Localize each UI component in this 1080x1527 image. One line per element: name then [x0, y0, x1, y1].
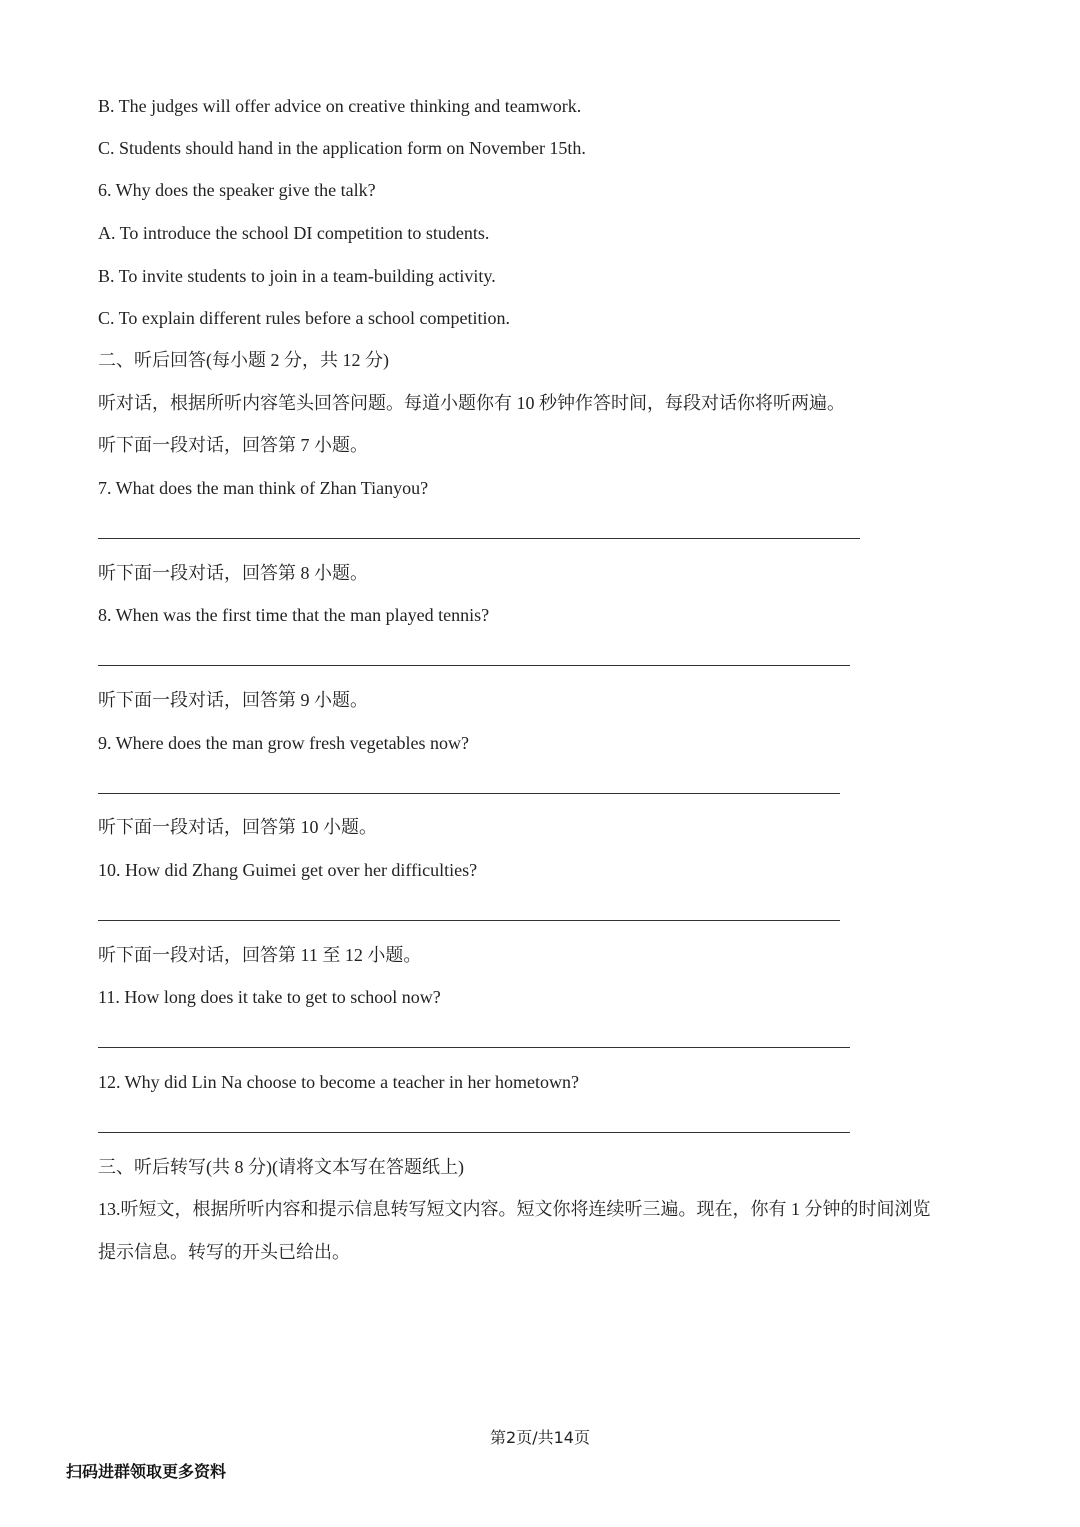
- section-3-heading: 三、听后转写(共 8 分)(请将文本写在答题纸上): [98, 1157, 464, 1177]
- page-number: 第2页/共14页: [490, 1428, 590, 1447]
- qr-note: 扫码进群领取更多资料: [66, 1462, 227, 1481]
- question-11: 11. How long does it take to get to school now?: [98, 987, 441, 1007]
- option-5c: C. Students should hand in the application form on November 15th.: [98, 138, 586, 158]
- option-6a: A. To introduce the school DI competition to students.: [98, 223, 490, 243]
- question-6: 6. Why does the speaker give the talk?: [98, 180, 376, 200]
- answer-line-12[interactable]: [98, 1132, 850, 1133]
- answer-line-8[interactable]: [98, 665, 850, 666]
- dialogue-prompt-8: 听下面一段对话，回答第 8 小题。: [98, 563, 368, 583]
- section-2-instructions: 听对话，根据所听内容笔头回答问题。每道小题你有 10 秒钟作答时间，每段对话你将听两遍。: [98, 393, 845, 413]
- question-7: 7. What does the man think of Zhan Tianyou?: [98, 478, 429, 498]
- section-2-heading: 二、听后回答(每小题 2 分，共 12 分): [98, 350, 389, 370]
- dialogue-prompt-10: 听下面一段对话，回答第 10 小题。: [98, 817, 377, 837]
- dialogue-prompt-11-12: 听下面一段对话，回答第 11 至 12 小题。: [98, 945, 422, 965]
- question-12: 12. Why did Lin Na choose to become a teacher in her hometown?: [98, 1072, 580, 1092]
- question-13: 13.听短文，根据所听内容和提示信息转写短文内容。短文你将连续听三遍。现在，你有 1 分钟的时间浏览: [98, 1199, 931, 1219]
- question-10: 10. How did Zhang Guimei get over her difficulties?: [98, 860, 478, 880]
- answer-line-9[interactable]: [98, 793, 840, 794]
- answer-line-11[interactable]: [98, 1047, 850, 1048]
- option-5b: B. The judges will offer advice on creative thinking and teamwork.: [98, 96, 582, 116]
- question-9: 9. Where does the man grow fresh vegetables now?: [98, 733, 470, 753]
- answer-line-10[interactable]: [98, 920, 840, 921]
- option-6c: C. To explain different rules before a school competition.: [98, 308, 510, 328]
- dialogue-prompt-7: 听下面一段对话，回答第 7 小题。: [98, 435, 368, 455]
- answer-line-7[interactable]: [98, 538, 860, 539]
- question-13-continued: 提示信息。转写的开头已给出。: [98, 1242, 350, 1262]
- dialogue-prompt-9: 听下面一段对话，回答第 9 小题。: [98, 690, 368, 710]
- question-8: 8. When was the first time that the man played tennis?: [98, 605, 490, 625]
- option-6b: B. To invite students to join in a team-building activity.: [98, 266, 496, 286]
